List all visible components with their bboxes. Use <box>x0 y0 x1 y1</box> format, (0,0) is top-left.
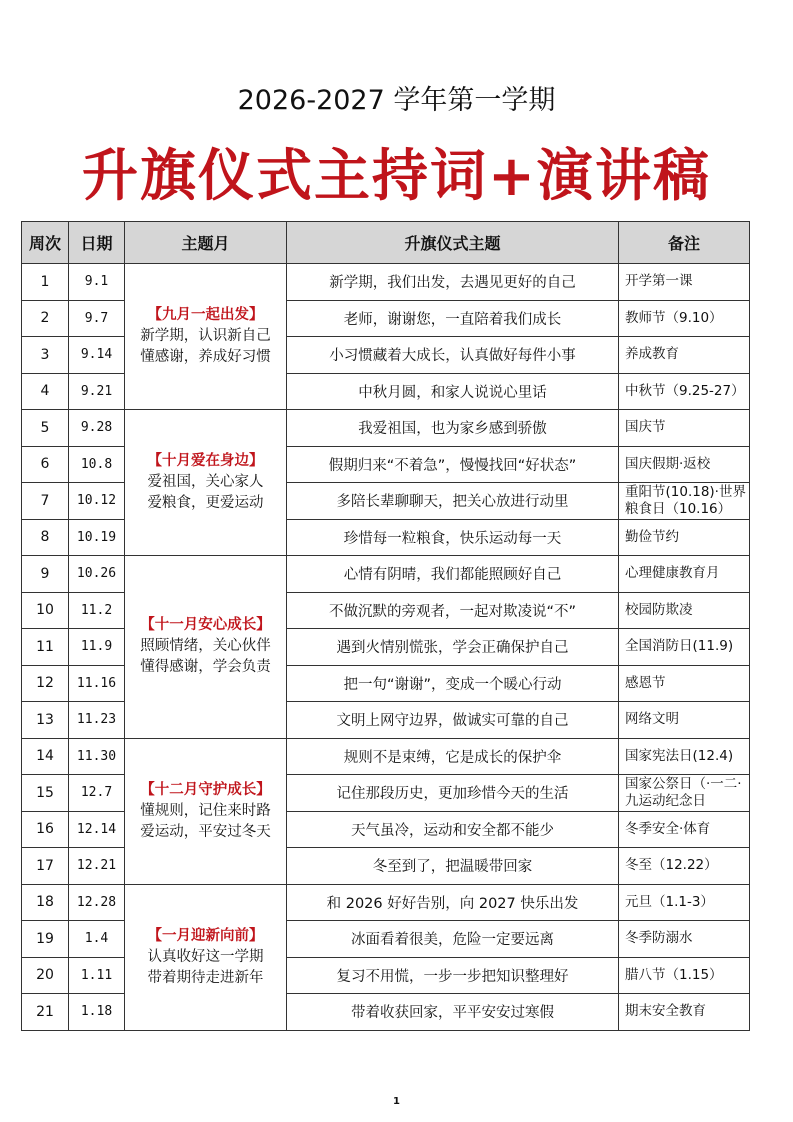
page-number: 1 <box>393 1096 400 1107</box>
theme-cell: 多陪长辈聊聊天，把关心放进行动里 <box>287 483 619 520</box>
note-cell: 教师节（9.10） <box>619 300 750 337</box>
week-cell: 8 <box>22 519 69 556</box>
theme-cell: 冬至到了，把温暖带回家 <box>287 848 619 885</box>
theme-cell: 珍惜每一粒粮食，快乐运动每一天 <box>287 519 619 556</box>
table-header-row <box>22 222 750 264</box>
date-cell: 1.11 <box>69 957 125 994</box>
theme-cell: 和 2026 好好告别，向 2027 快乐出发 <box>287 884 619 921</box>
month-title: 【十月爱在身边】 <box>147 453 264 469</box>
theme-cell: 不做沉默的旁观者，一起对欺凌说“不” <box>287 592 619 629</box>
note-cell: 冬季防溺水 <box>619 921 750 958</box>
date-cell: 12.7 <box>69 775 125 812</box>
date-cell: 10.19 <box>69 519 125 556</box>
date-cell: 11.30 <box>69 738 125 775</box>
date-cell: 9.7 <box>69 300 125 337</box>
month-desc-line: 认真收好这一学期 <box>147 948 264 965</box>
week-cell: 2 <box>22 300 69 337</box>
month-theme-cell <box>125 738 287 884</box>
date-cell: 11.2 <box>69 592 125 629</box>
week-cell: 11 <box>22 629 69 666</box>
week-cell: 21 <box>22 994 69 1031</box>
month-desc-line: 新学期，认识新自己 <box>140 328 271 344</box>
note-cell: 国家宪法日(12.4) <box>619 738 750 775</box>
month-theme-cell <box>125 556 287 739</box>
date-cell: 11.16 <box>69 665 125 702</box>
note-cell: 开学第一课 <box>619 264 750 301</box>
note-cell: 重阳节(10.18)·世界粮食日（10.16） <box>619 483 750 520</box>
month-title: 【一月迎新向前】 <box>147 927 264 944</box>
date-cell: 9.1 <box>69 264 125 301</box>
document-subtitle: 2026-2027 学年第一学期 <box>237 85 556 116</box>
note-cell: 中秋节（9.25-27） <box>619 373 750 410</box>
week-cell: 6 <box>22 446 69 483</box>
week-cell: 3 <box>22 337 69 374</box>
note-cell: 期末安全教育 <box>619 994 750 1031</box>
theme-cell: 假期归来“不着急”，慢慢找回“好状态” <box>287 446 619 483</box>
month-desc-line: 爱粮食，更爱运动 <box>147 495 264 511</box>
header-week: 周次 <box>22 222 69 264</box>
month-desc-line: 懂感谢，养成好习惯 <box>140 349 271 365</box>
note-cell: 国庆节 <box>619 410 750 447</box>
note-cell: 元旦（1.1-3） <box>619 884 750 921</box>
note-cell: 感恩节 <box>619 665 750 702</box>
week-cell: 16 <box>22 811 69 848</box>
week-cell: 13 <box>22 702 69 739</box>
theme-cell: 遇到火情别慌张，学会正确保护自己 <box>287 629 619 666</box>
month-title: 【十二月守护成长】 <box>140 781 271 798</box>
month-desc-line: 带着期待走进新年 <box>147 969 264 986</box>
month-desc-line: 爱祖国，关心家人 <box>147 474 264 490</box>
theme-cell: 把一句“谢谢”，变成一个暖心行动 <box>287 665 619 702</box>
week-cell: 14 <box>22 738 69 775</box>
date-cell: 12.21 <box>69 848 125 885</box>
note-cell: 勤俭节约 <box>619 519 750 556</box>
theme-cell: 冰面看着很美，危险一定要远离 <box>287 921 619 958</box>
month-theme-cell <box>125 410 287 556</box>
theme-cell: 小习惯藏着大成长，认真做好每件小事 <box>287 337 619 374</box>
header-ceremony-theme: 升旗仪式主题 <box>287 222 619 264</box>
theme-cell: 天气虽冷，运动和安全都不能少 <box>287 811 619 848</box>
theme-cell: 中秋月圆，和家人说说心里话 <box>287 373 619 410</box>
note-cell: 国庆假期·返校 <box>619 446 750 483</box>
week-cell: 10 <box>22 592 69 629</box>
header-note: 备注 <box>619 222 750 264</box>
month-theme-cell <box>125 264 287 410</box>
week-cell: 15 <box>22 775 69 812</box>
date-cell: 1.18 <box>69 994 125 1031</box>
date-cell: 9.14 <box>69 337 125 374</box>
week-cell: 5 <box>22 410 69 447</box>
document-title: 升旗仪式主持词+演讲稿 <box>82 143 711 209</box>
note-cell: 网络文明 <box>619 702 750 739</box>
week-cell: 1 <box>22 264 69 301</box>
date-cell: 1.4 <box>69 921 125 958</box>
theme-cell: 带着收获回家，平平安安过寒假 <box>287 994 619 1031</box>
date-cell: 11.9 <box>69 629 125 666</box>
week-cell: 17 <box>22 848 69 885</box>
date-cell: 9.28 <box>69 410 125 447</box>
week-cell: 9 <box>22 556 69 593</box>
month-title: 【十一月安心成长】 <box>140 617 271 634</box>
theme-cell: 我爱祖国，也为家乡感到骄傲 <box>287 410 619 447</box>
schedule-table <box>21 221 750 1031</box>
note-cell: 腊八节（1.15） <box>619 957 750 994</box>
date-cell: 10.8 <box>69 446 125 483</box>
date-cell: 10.12 <box>69 483 125 520</box>
theme-cell: 复习不用慌，一步一步把知识整理好 <box>287 957 619 994</box>
month-desc-line: 照顾情绪，关心伙伴 <box>140 638 271 655</box>
note-cell: 全国消防日(11.9) <box>619 629 750 666</box>
month-theme-cell <box>125 884 287 1030</box>
month-desc-line: 懂得感谢，学会负责 <box>140 659 271 676</box>
table-row <box>22 410 750 447</box>
week-cell: 18 <box>22 884 69 921</box>
note-cell: 国家公祭日（·一二·九运动纪念日 <box>619 775 750 812</box>
month-title: 【九月一起出发】 <box>147 307 264 323</box>
theme-cell: 规则不是束缚，它是成长的保护伞 <box>287 738 619 775</box>
table-row <box>22 738 750 775</box>
date-cell: 10.26 <box>69 556 125 593</box>
header-date: 日期 <box>69 222 125 264</box>
date-cell: 12.28 <box>69 884 125 921</box>
note-cell: 冬季安全·体育 <box>619 811 750 848</box>
week-cell: 7 <box>22 483 69 520</box>
theme-cell: 新学期，我们出发，去遇见更好的自己 <box>287 264 619 301</box>
date-cell: 9.21 <box>69 373 125 410</box>
theme-cell: 老师，谢谢您，一直陪着我们成长 <box>287 300 619 337</box>
note-cell: 冬至（12.22） <box>619 848 750 885</box>
note-cell: 养成教育 <box>619 337 750 374</box>
week-cell: 20 <box>22 957 69 994</box>
header-month-theme: 主题月 <box>125 222 287 264</box>
week-cell: 12 <box>22 665 69 702</box>
month-desc-line: 懂规则，记住来时路 <box>140 802 271 819</box>
theme-cell: 文明上网守边界，做诚实可靠的自己 <box>287 702 619 739</box>
table-row <box>22 264 750 301</box>
note-cell: 校园防欺凌 <box>619 592 750 629</box>
date-cell: 12.14 <box>69 811 125 848</box>
week-cell: 4 <box>22 373 69 410</box>
theme-cell: 心情有阴晴，我们都能照顾好自己 <box>287 556 619 593</box>
date-cell: 11.23 <box>69 702 125 739</box>
theme-cell: 记住那段历史，更加珍惜今天的生活 <box>287 775 619 812</box>
note-cell: 心理健康教育月 <box>619 556 750 593</box>
week-cell: 19 <box>22 921 69 958</box>
table-row <box>22 556 750 593</box>
table-row <box>22 884 750 921</box>
month-desc-line: 爱运动，平安过冬天 <box>140 823 271 840</box>
